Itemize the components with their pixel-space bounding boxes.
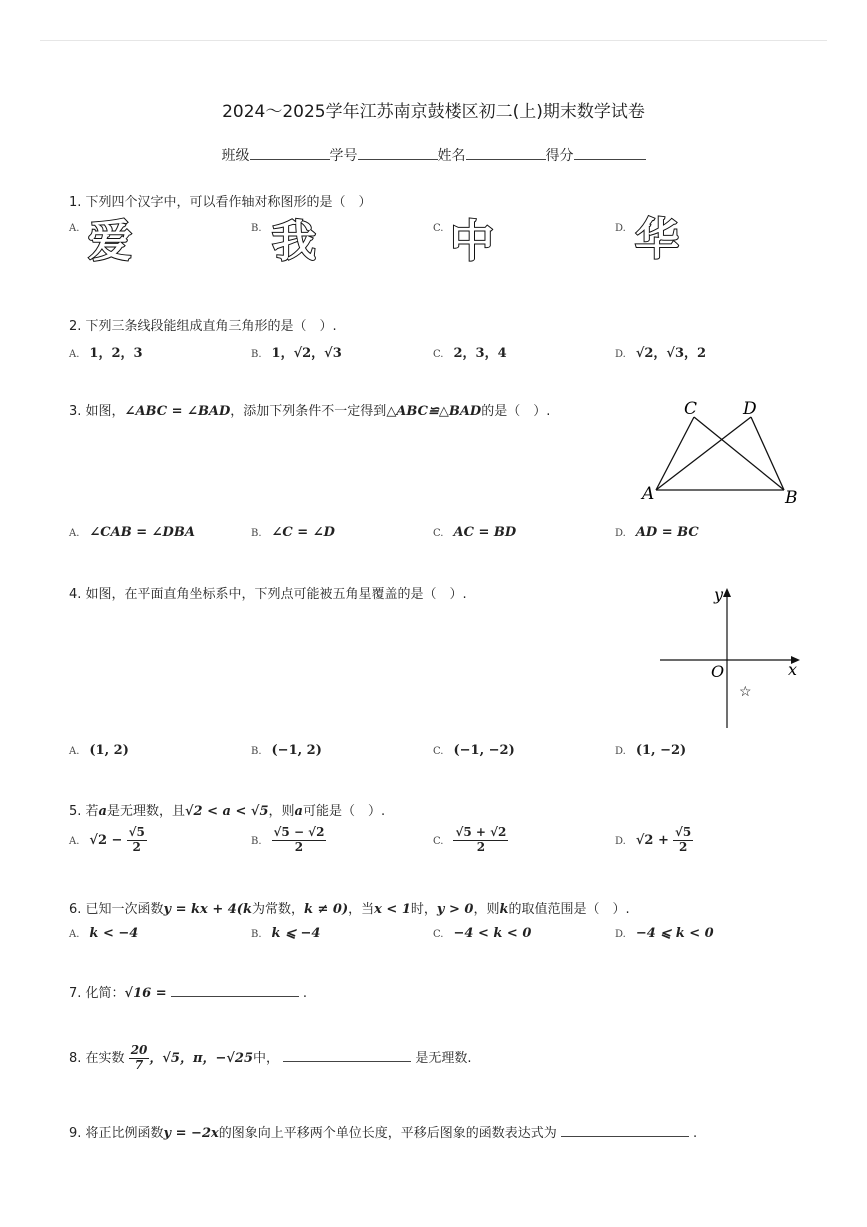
stem-math: △ABC≌△BAD (386, 404, 482, 419)
question-2-option-d[interactable] (615, 342, 706, 361)
option-label: C. (433, 835, 444, 847)
question-2-stem: 2. 下列三条线段能组成直角三角形的是（ ）. (69, 319, 337, 334)
point-b-label: B (785, 488, 798, 508)
option-label: A. (69, 528, 80, 539)
question-5-option-c[interactable] (433, 826, 508, 855)
question-6-option-c[interactable] (433, 926, 531, 941)
question-3-option-d[interactable] (615, 525, 699, 540)
option-label: A. (69, 746, 80, 757)
option-label: A. (69, 349, 80, 360)
question-4-option-a[interactable] (69, 743, 129, 758)
stem-math: y = kx + 4(k (163, 902, 252, 917)
star-icon: ☆ (739, 684, 752, 700)
option-label: C. (433, 349, 444, 360)
x-axis-label: x (788, 660, 798, 679)
stem-text: ，则 (268, 804, 295, 819)
question-6-stem (69, 898, 630, 917)
student-no-label: 学号 (329, 148, 358, 164)
stem-text: 6. 已知一次函数 (69, 902, 164, 917)
stem-text: 7. 化简： (69, 986, 125, 1001)
question-1-stem: 1. 下列四个汉字中，可以看作轴对称图形的是（ ） (69, 195, 372, 210)
question-3-option-b[interactable] (251, 525, 335, 540)
option-label: A. (69, 835, 80, 847)
segment-ac (656, 417, 694, 490)
option-value: (1, −2) (635, 743, 687, 758)
char-ai-glyph: 爱 (88, 216, 132, 267)
char-zhong-glyph: 中 (450, 216, 494, 267)
stem-math: ∠ABC = ∠BAD (124, 404, 231, 419)
char-wo-glyph: 我 (272, 216, 316, 267)
answer-blank[interactable] (171, 984, 299, 997)
student-info-line (0, 145, 867, 165)
option-value: −4 < k < 0 (453, 926, 532, 941)
stem-text: 是无理数，且 (106, 804, 185, 819)
name-label: 姓名 (437, 148, 466, 164)
fraction-numerator: √5 − √2 (273, 825, 325, 839)
option-label: B. (251, 349, 262, 360)
question-2-option-c[interactable] (433, 342, 507, 361)
coordinate-plane-figure (650, 580, 810, 735)
question-5-option-d[interactable] (615, 826, 693, 855)
answer-blank[interactable] (561, 1124, 689, 1137)
option-value: (−1, 2) (271, 743, 322, 758)
stem-math: x < 1 (374, 902, 411, 917)
question-5-option-a[interactable] (69, 826, 147, 855)
option-value: (1, 2) (89, 743, 129, 758)
option-value: AC = BD (453, 525, 517, 540)
stem-math: √16 = (124, 986, 167, 1001)
option-value: 1，2，3 (89, 346, 143, 361)
stem-text: 的图象向上平移两个单位长度，平移后图象的函数表达式为 (218, 1126, 557, 1141)
stem-math: k (499, 902, 509, 917)
option-value: ∠C = ∠D (271, 525, 335, 540)
question-3-stem (69, 400, 550, 419)
stem-text: 时， (410, 902, 437, 917)
y-axis-label: y (714, 585, 724, 604)
stem-math: ，√5，π，−√25 (149, 1050, 254, 1066)
option-fraction (673, 826, 693, 855)
option-label: D. (615, 835, 626, 847)
question-1-option-d[interactable] (615, 220, 636, 235)
option-value: AD = BC (635, 525, 699, 540)
question-2-option-a[interactable] (69, 342, 143, 361)
question-6-option-a[interactable] (69, 926, 138, 941)
option-label: C. (433, 223, 444, 234)
question-8-stem (69, 1044, 471, 1073)
stem-fraction (129, 1044, 150, 1073)
fraction-denominator: 7 (134, 1057, 144, 1072)
option-value: √2，√3，2 (635, 346, 707, 361)
question-4-option-c[interactable] (433, 743, 515, 758)
stem-math: √2 < a < √5 (185, 804, 269, 819)
option-label: B. (251, 223, 262, 234)
option-value: ∠CAB = ∠DBA (89, 525, 195, 540)
point-a-label: A (642, 484, 655, 504)
option-fraction (127, 826, 147, 855)
stem-text: 5. 若 (69, 804, 99, 819)
option-label: D. (615, 223, 626, 234)
segment-cb (694, 417, 784, 490)
point-d-label: D (743, 399, 757, 419)
stem-text: 是无理数. (415, 1050, 472, 1066)
class-blank[interactable] (250, 145, 330, 160)
question-6-option-b[interactable] (251, 926, 320, 941)
stem-text: 为常数， (251, 902, 304, 917)
option-label: C. (433, 528, 444, 539)
option-label: D. (615, 528, 626, 539)
option-value: k ⩽ −4 (271, 926, 321, 941)
question-2-option-b[interactable] (251, 342, 342, 361)
question-7-stem (69, 982, 307, 1001)
question-4-option-b[interactable] (251, 743, 322, 758)
option-value: k < −4 (89, 926, 139, 941)
option-label: B. (251, 929, 262, 940)
stem-text: 的是（ ）. (481, 404, 551, 419)
stem-var: a (98, 804, 107, 819)
stem-text: ，当 (348, 902, 375, 917)
stem-text: 9. 将正比例函数 (69, 1126, 164, 1141)
option-label: A. (69, 223, 80, 234)
question-9-stem (69, 1122, 697, 1141)
stem-math: y = −2x (163, 1126, 219, 1141)
triangle-figure (636, 395, 806, 510)
option-prefix: √2 + (635, 832, 669, 848)
option-label: C. (433, 746, 444, 757)
option-value: (−1, −2) (453, 743, 515, 758)
name-blank[interactable] (466, 145, 546, 160)
option-label: D. (615, 349, 626, 360)
option-label: B. (251, 528, 262, 539)
fraction-denominator: 2 (294, 839, 304, 854)
fraction-denominator: 2 (132, 839, 141, 854)
stem-text: 中， (253, 1050, 280, 1066)
y-axis-arrow (723, 588, 731, 597)
fraction-denominator: 2 (476, 839, 486, 854)
question-4-stem: 4. 如图，在平面直角坐标系中，下列点可能被五角星覆盖的是（ ）. (69, 587, 467, 602)
fraction-numerator: 20 (130, 1043, 148, 1057)
score-label: 得分 (545, 148, 574, 164)
stem-text: 8. 在实数 (69, 1050, 125, 1066)
option-fraction (453, 826, 508, 855)
fraction-numerator: √5 (128, 825, 145, 839)
option-label: D. (615, 929, 626, 940)
stem-var: a (294, 804, 303, 819)
student-no-blank[interactable] (358, 145, 438, 160)
question-1-option-b[interactable] (251, 220, 272, 235)
segment-ad (656, 417, 751, 490)
stem-text: ，添加下列条件不一定得到 (230, 404, 387, 419)
question-6-option-d[interactable] (615, 926, 714, 941)
option-value: −4 ⩽ k < 0 (635, 926, 714, 941)
stem-text: . (302, 986, 308, 1001)
option-label: D. (615, 746, 626, 757)
option-fraction (272, 826, 327, 855)
question-4-option-d[interactable] (615, 743, 686, 758)
option-prefix: √2 − (89, 832, 123, 848)
top-divider (40, 40, 827, 41)
fraction-numerator: √5 + √2 (455, 825, 507, 839)
char-hua-glyph: 华 (635, 214, 679, 265)
stem-text: ，则 (473, 902, 500, 917)
fraction-numerator: √5 (675, 825, 692, 839)
question-1-option-a[interactable] (69, 220, 89, 235)
option-label: C. (433, 929, 444, 940)
stem-text: 的取值范围是（ ）. (508, 902, 630, 917)
segment-db (751, 417, 784, 490)
option-label: A. (69, 929, 80, 940)
question-5-stem (69, 800, 385, 819)
score-blank[interactable] (574, 145, 646, 160)
option-value: 2，3，4 (453, 346, 507, 361)
question-3-option-a[interactable] (69, 525, 195, 540)
option-value: 1，√2，√3 (271, 346, 342, 361)
answer-blank[interactable] (283, 1049, 411, 1062)
stem-text: 3. 如图， (69, 404, 125, 419)
fraction-denominator: 2 (678, 839, 688, 854)
stem-math: y > 0 (436, 902, 474, 917)
class-label: 班级 (221, 148, 250, 164)
origin-label: O (711, 662, 725, 681)
question-3-option-c[interactable] (433, 525, 516, 540)
stem-math: k ≠ 0) (303, 902, 349, 917)
point-c-label: C (684, 399, 698, 419)
question-5-option-b[interactable] (251, 826, 326, 855)
stem-text: . (693, 1126, 698, 1141)
option-label: B. (251, 835, 262, 847)
stem-text: 可能是（ ）. (302, 804, 386, 819)
page-title: 2024～2025学年江苏南京鼓楼区初二(上)期末数学试卷 (222, 102, 645, 122)
option-label: B. (251, 746, 262, 757)
